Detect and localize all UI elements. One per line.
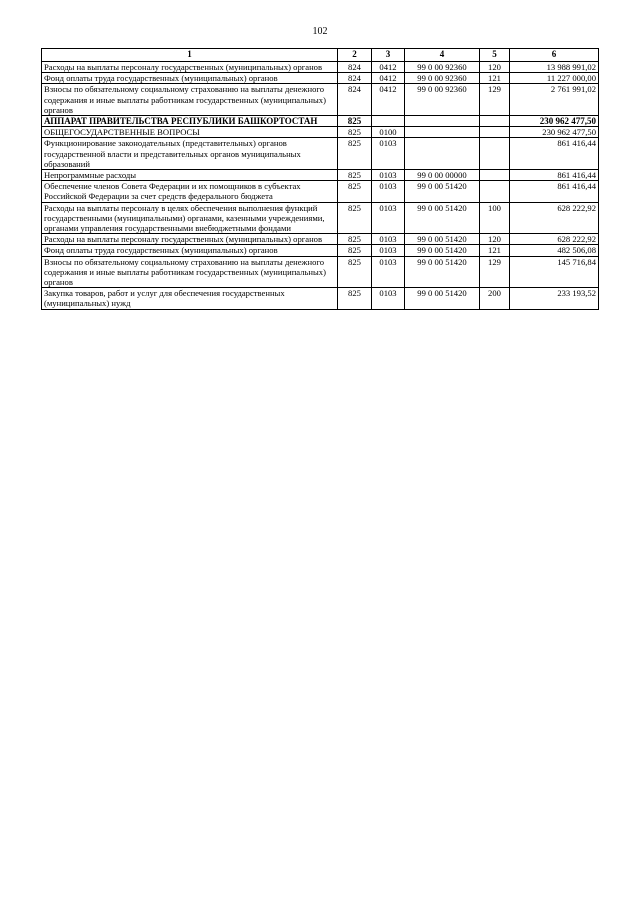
amount-cell: 861 416,44 <box>510 181 599 202</box>
expense-type-cell <box>480 127 510 138</box>
budget-table <box>41 48 599 310</box>
column-header-1: 1 <box>42 49 338 62</box>
expense-type-cell <box>480 170 510 181</box>
expense-type-cell <box>480 116 510 127</box>
amount-cell: 861 416,44 <box>510 170 599 181</box>
section-code-cell: 0103 <box>372 288 405 309</box>
section-code-cell: 0103 <box>372 170 405 181</box>
department-code-cell: 824 <box>338 73 372 84</box>
expense-name-cell: Расходы на выплаты персоналу государственных (муниципальных) органов <box>42 62 338 73</box>
department-code-cell: 825 <box>338 181 372 202</box>
target-article-cell: 99 0 00 51420 <box>405 288 480 309</box>
section-code-cell: 0412 <box>372 73 405 84</box>
department-code-cell: 825 <box>338 138 372 170</box>
table-row <box>42 202 599 234</box>
expense-name-cell: Взносы по обязательному социальному страхованию на выплаты денежного содержания и иные выплаты работникам государственных (муниципальных) органов <box>42 256 338 288</box>
amount-cell: 628 222,92 <box>510 234 599 245</box>
expense-type-cell: 200 <box>480 288 510 309</box>
section-code-cell: 0103 <box>372 245 405 256</box>
table-body <box>42 62 599 310</box>
expense-type-cell <box>480 138 510 170</box>
section-code-cell: 0103 <box>372 234 405 245</box>
department-code-cell: 824 <box>338 62 372 73</box>
column-header-5: 5 <box>480 49 510 62</box>
target-article-cell <box>405 116 480 127</box>
target-article-cell: 99 0 00 92360 <box>405 73 480 84</box>
table-header-row <box>42 49 599 62</box>
department-code-cell: 825 <box>338 256 372 288</box>
section-code-cell <box>372 116 405 127</box>
department-code-cell: 825 <box>338 234 372 245</box>
table-row <box>42 84 599 116</box>
amount-cell: 482 506,08 <box>510 245 599 256</box>
amount-cell: 861 416,44 <box>510 138 599 170</box>
expense-name-cell: Фонд оплаты труда государственных (муниципальных) органов <box>42 73 338 84</box>
table-row <box>42 288 599 309</box>
section-code-cell: 0103 <box>372 181 405 202</box>
department-code-cell: 824 <box>338 84 372 116</box>
table-row <box>42 116 599 127</box>
target-article-cell: 99 0 00 51420 <box>405 181 480 202</box>
table-row <box>42 127 599 138</box>
table-row <box>42 256 599 288</box>
department-code-cell: 825 <box>338 245 372 256</box>
expense-type-cell: 121 <box>480 73 510 84</box>
section-code-cell: 0100 <box>372 127 405 138</box>
expense-name-cell: Закупка товаров, работ и услуг для обеспечения государственных (муниципальных) нужд <box>42 288 338 309</box>
target-article-cell: 99 0 00 51420 <box>405 245 480 256</box>
target-article-cell: 99 0 00 92360 <box>405 84 480 116</box>
amount-cell: 233 193,52 <box>510 288 599 309</box>
expense-name-cell: АППАРАТ ПРАВИТЕЛЬСТВА РЕСПУБЛИКИ БАШКОРТОСТАН <box>42 116 338 127</box>
department-code-cell: 825 <box>338 127 372 138</box>
column-header-3: 3 <box>372 49 405 62</box>
amount-cell: 230 962 477,50 <box>510 116 599 127</box>
table-row <box>42 170 599 181</box>
table-row <box>42 234 599 245</box>
amount-cell: 145 716,84 <box>510 256 599 288</box>
amount-cell: 628 222,92 <box>510 202 599 234</box>
amount-cell: 13 988 991,02 <box>510 62 599 73</box>
expense-name-cell: Фонд оплаты труда государственных (муниципальных) органов <box>42 245 338 256</box>
target-article-cell: 99 0 00 51420 <box>405 256 480 288</box>
department-code-cell: 825 <box>338 288 372 309</box>
department-code-cell: 825 <box>338 170 372 181</box>
expense-type-cell: 121 <box>480 245 510 256</box>
table-row <box>42 245 599 256</box>
expense-name-cell: Обеспечение членов Совета Федерации и их помощников в субъектах Российской Федерации за счет средств федерального бюджета <box>42 181 338 202</box>
table-row <box>42 181 599 202</box>
expense-name-cell: ОБЩЕГОСУДАРСТВЕННЫЕ ВОПРОСЫ <box>42 127 338 138</box>
expense-type-cell: 120 <box>480 234 510 245</box>
table-row <box>42 138 599 170</box>
amount-cell: 230 962 477,50 <box>510 127 599 138</box>
amount-cell: 11 227 000,00 <box>510 73 599 84</box>
target-article-cell: 99 0 00 51420 <box>405 202 480 234</box>
section-code-cell: 0412 <box>372 62 405 73</box>
expense-type-cell: 129 <box>480 84 510 116</box>
expense-name-cell: Расходы на выплаты персоналу государственных (муниципальных) органов <box>42 234 338 245</box>
section-code-cell: 0412 <box>372 84 405 116</box>
amount-cell: 2 761 991,02 <box>510 84 599 116</box>
expense-type-cell: 100 <box>480 202 510 234</box>
target-article-cell: 99 0 00 92360 <box>405 62 480 73</box>
target-article-cell <box>405 138 480 170</box>
section-code-cell: 0103 <box>372 256 405 288</box>
expense-name-cell: Функционирование законодательных (представительных) органов государственной власти и представительных органов муниципальных образований <box>42 138 338 170</box>
table-row <box>42 62 599 73</box>
expense-type-cell: 129 <box>480 256 510 288</box>
column-header-6: 6 <box>510 49 599 62</box>
page-number: 102 <box>312 26 328 37</box>
column-header-4: 4 <box>405 49 480 62</box>
expense-name-cell: Расходы на выплаты персоналу в целях обеспечения выполнения функций государственными (муниципальными) органами, казенными учреждениями, органами управления государственными внебюджетными фондами <box>42 202 338 234</box>
department-code-cell: 825 <box>338 202 372 234</box>
section-code-cell: 0103 <box>372 202 405 234</box>
expense-name-cell: Взносы по обязательному социальному страхованию на выплаты денежного содержания и иные выплаты работникам государственных (муниципальных) органов <box>42 84 338 116</box>
target-article-cell <box>405 127 480 138</box>
table-row <box>42 73 599 84</box>
expense-type-cell: 120 <box>480 62 510 73</box>
expense-name-cell: Непрограммные расходы <box>42 170 338 181</box>
section-code-cell: 0103 <box>372 138 405 170</box>
target-article-cell: 99 0 00 51420 <box>405 234 480 245</box>
column-header-2: 2 <box>338 49 372 62</box>
target-article-cell: 99 0 00 00000 <box>405 170 480 181</box>
department-code-cell: 825 <box>338 116 372 127</box>
expense-type-cell <box>480 181 510 202</box>
